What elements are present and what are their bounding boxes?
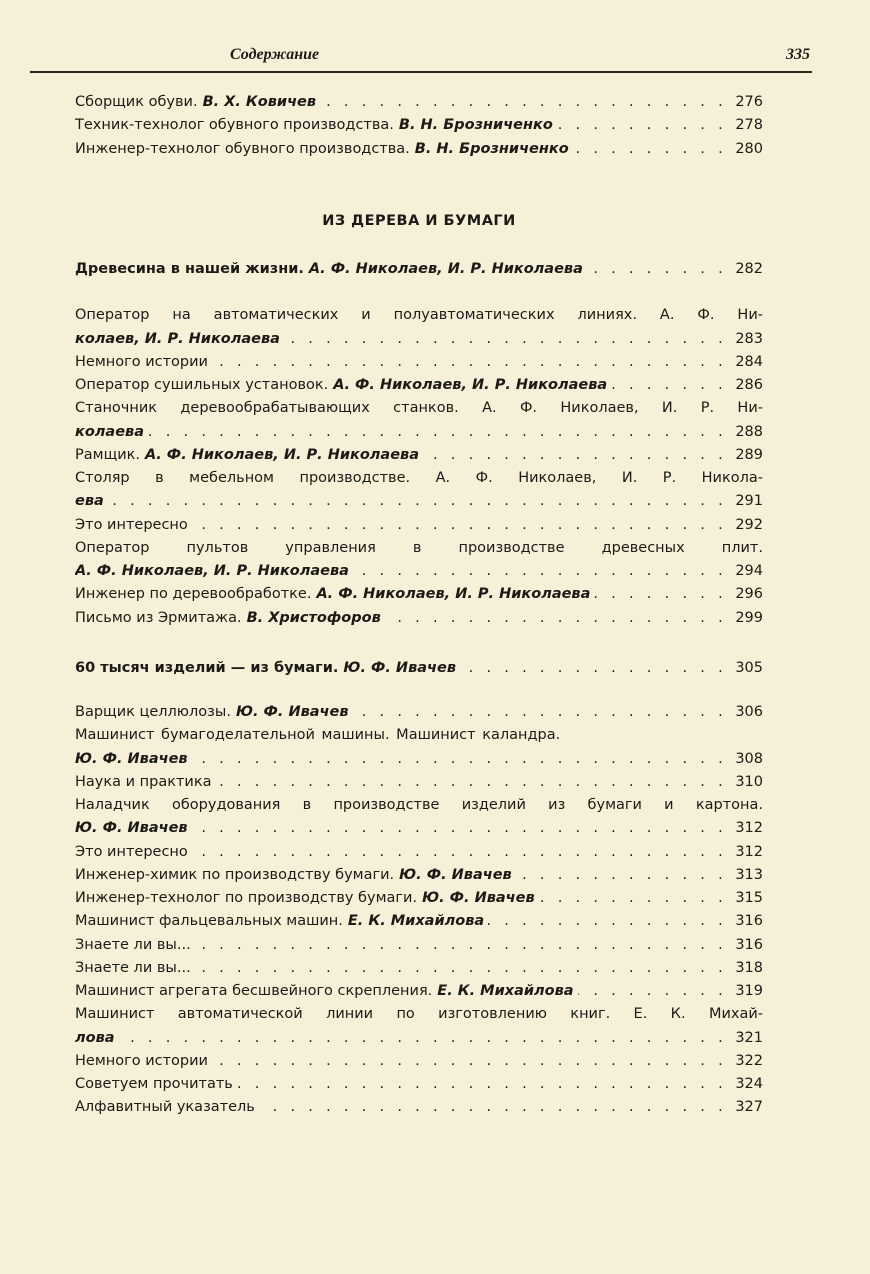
toc-entry[interactable] (75, 467, 763, 514)
entry-title-line: Машинист автоматической линии по изготовлению книг. Е. К. Михай- (75, 1006, 763, 1023)
entry-line (75, 607, 763, 630)
entry-title: Оператор сушильных установок. (75, 377, 329, 393)
entry-title: Алфавитный указатель (75, 1099, 255, 1116)
entry-page-number: 308 (735, 750, 763, 767)
dot-leader (237, 1073, 727, 1096)
entry-title: Инженер по деревообработке. (75, 586, 312, 603)
toc-entry[interactable] (75, 374, 763, 397)
entry-line (75, 980, 763, 1003)
dot-leader (557, 114, 727, 137)
entry-title: 60 тысяч изделий — из бумаги. (75, 659, 339, 676)
dot-leader (353, 701, 727, 724)
entry-author: Ю. Ф. Ивачев (235, 704, 349, 720)
entry-title-line: Столяр в мебельном производстве. А. Ф. Николаев, И. Р. Никола- (75, 470, 763, 486)
toc-entry[interactable] (75, 351, 763, 374)
dot-leader (259, 1096, 727, 1119)
entry-page-number: 291 (735, 493, 763, 510)
page-number: 335 (786, 46, 810, 63)
toc-entry[interactable] (75, 701, 763, 724)
dot-leader (594, 583, 727, 606)
dot-leader (148, 421, 727, 444)
toc-entry[interactable] (75, 444, 763, 467)
dot-leader (353, 560, 727, 583)
toc-section (75, 657, 763, 680)
entry-page-number: 321 (735, 1029, 763, 1046)
entry-line (75, 444, 763, 467)
toc-entry[interactable] (75, 1096, 763, 1119)
entry-title: Наука и практика (75, 773, 212, 790)
entry-author: колаева (75, 423, 145, 440)
dot-leader (320, 91, 727, 114)
entry-line (75, 258, 763, 281)
toc-entry[interactable] (75, 1073, 763, 1096)
toc-entry[interactable] (75, 397, 763, 444)
entry-page-number: 299 (735, 609, 763, 626)
entry-line (75, 1050, 763, 1073)
entry-title: Техник-технолог обувного производства. (75, 117, 394, 134)
entry-page-number: 312 (735, 843, 763, 860)
entry-line (75, 701, 763, 724)
entry-title: Это интересно (75, 843, 188, 860)
entry-author: колаев, И. Р. Николаева (75, 330, 280, 347)
entry-line (75, 817, 763, 840)
entry-line (75, 351, 763, 374)
entry-title: Машинист фальцевальных машин. (75, 913, 343, 930)
toc-entry[interactable] (75, 771, 763, 794)
dot-leader (488, 910, 727, 933)
entry-page-number: 316 (735, 936, 763, 953)
dot-leader (195, 934, 727, 957)
entry-title: Машинист агрегата бесшвейного скрепления. (75, 983, 433, 999)
entry-title: Немного истории (75, 1052, 208, 1069)
toc-entry[interactable] (75, 657, 763, 680)
entry-title: Варщик целлюлозы. (75, 704, 231, 720)
entry-page-number: 288 (735, 423, 763, 440)
entry-author: А. Ф. Николаев, И. Р. Николаева (75, 563, 349, 579)
toc-section (75, 258, 763, 281)
entry-title: Знаете ли вы... (75, 936, 191, 953)
entry-line (75, 138, 763, 161)
toc-entry[interactable] (75, 841, 763, 864)
entry-title: Немного истории (75, 353, 208, 370)
toc-entry[interactable] (75, 957, 763, 980)
entry-line (75, 841, 763, 864)
entry-line (75, 328, 763, 351)
entry-line (75, 560, 763, 583)
toc-entry[interactable] (75, 794, 763, 841)
dot-leader (573, 138, 727, 161)
entry-line (75, 583, 763, 606)
dot-leader (216, 771, 728, 794)
entry-page-number: 313 (735, 866, 763, 883)
entry-page-number: 276 (735, 94, 763, 110)
entry-title: Древесина в нашей жизни. (75, 261, 304, 277)
entry-author: Ю. Ф. Ивачев (399, 866, 512, 883)
entry-author: Е. К. Михайлова (437, 983, 574, 999)
entry-author: лова (75, 1029, 115, 1046)
entry-line (75, 1073, 763, 1096)
entry-title: Это интересно (75, 516, 188, 533)
entry-author: Ю. Ф. Ивачев (343, 659, 456, 676)
entry-page-number: 312 (735, 820, 763, 837)
dot-leader (578, 980, 727, 1003)
entry-line (75, 421, 763, 444)
entry-page-number: 319 (735, 983, 763, 999)
entry-line (75, 514, 763, 537)
toc-entry[interactable] (75, 583, 763, 606)
dot-leader (195, 957, 727, 980)
entry-author: Е. К. Михайлова (347, 913, 485, 930)
toc-section (75, 304, 763, 630)
toc-entry[interactable] (75, 138, 763, 161)
entry-page-number: 280 (735, 140, 763, 157)
toc-entry[interactable] (75, 1003, 763, 1050)
entry-page-number: 284 (735, 353, 763, 370)
toc-section (75, 701, 763, 1120)
entry-page-number: 306 (735, 704, 763, 720)
entry-line (75, 657, 763, 680)
running-header-title: Содержание (230, 46, 320, 63)
dot-leader (385, 607, 727, 630)
entry-title-line: Машинист бумагоделательной машины. Машинист каландра. (75, 727, 561, 744)
table-of-contents (75, 91, 763, 1120)
entry-line (75, 1027, 763, 1050)
entry-page-number: 292 (735, 516, 763, 533)
dot-leader (516, 864, 727, 887)
dot-leader (587, 258, 727, 281)
toc-entry[interactable] (75, 934, 763, 957)
dot-leader (539, 887, 727, 910)
entry-title-line: Наладчик оборудования в производстве изделий из бумаги и картона. (75, 797, 763, 813)
dot-leader (611, 374, 727, 397)
entry-author: Ю. Ф. Ивачев (75, 750, 188, 767)
entry-page-number: 310 (735, 773, 763, 790)
entry-title: Письмо из Эрмитажа. (75, 609, 242, 626)
dot-leader (423, 444, 727, 467)
entry-line (75, 957, 763, 980)
toc-entry[interactable] (75, 537, 763, 584)
entry-title: Рамщик. (75, 446, 141, 463)
entry-line (75, 490, 763, 513)
entry-title-line: Оператор пультов управления в производстве древесных плит. (75, 539, 763, 556)
entry-title-line: Станочник деревообрабатывающих станков. А. Ф. Николаев, И. Р. Ни- (75, 400, 763, 417)
entry-page-number: 286 (735, 377, 763, 393)
entry-page-number: 324 (735, 1076, 763, 1092)
toc-entry[interactable] (75, 607, 763, 630)
entry-page-number: 305 (735, 659, 763, 676)
entry-author: А. Ф. Николаев, И. Р. Николаева (316, 586, 591, 603)
entry-author: Ю. Ф. Ивачев (75, 820, 188, 837)
entry-title: Сборщик обуви. (75, 94, 198, 110)
entry-line (75, 864, 763, 887)
toc-entry[interactable] (75, 864, 763, 887)
entry-line (75, 887, 763, 910)
entry-author: А. Ф. Николаев, И. Р. Николаева (145, 446, 419, 463)
dot-leader (192, 841, 727, 864)
entry-line (75, 748, 763, 771)
entry-author: В. Н. Брозниченко (414, 140, 569, 157)
toc-entry[interactable] (75, 91, 763, 114)
dot-leader (284, 328, 727, 351)
entry-line (75, 934, 763, 957)
entry-title: Советуем прочитать (75, 1076, 233, 1092)
entry-line (75, 374, 763, 397)
entry-title-line: Оператор на автоматических и полуавтоматических линиях. А. Ф. Ни- (75, 307, 763, 324)
dot-leader (192, 514, 727, 537)
entry-title: Знаете ли вы... (75, 959, 191, 976)
entry-page-number: 283 (735, 330, 763, 347)
header-rule (30, 71, 812, 73)
entry-line (75, 91, 763, 114)
toc-entry[interactable] (75, 114, 763, 137)
entry-title: Инженер-технолог по производству бумаги. (75, 890, 418, 906)
toc-entry[interactable] (75, 724, 763, 771)
toc-section (75, 91, 763, 161)
dot-leader (192, 748, 727, 771)
entry-line (75, 1096, 763, 1119)
entry-author: В. Н. Брозниченко (398, 117, 553, 134)
entry-line (75, 114, 763, 137)
entry-title: Инженер-технолог обувного производства. (75, 140, 410, 157)
entry-page-number: 278 (735, 117, 763, 134)
entry-title: Инженер-химик по производству бумаги. (75, 866, 395, 883)
section-heading: ИЗ ДЕРЕВА И БУМАГИ (322, 212, 516, 229)
entry-page-number: 318 (735, 959, 763, 976)
entry-line (75, 910, 763, 933)
entry-page-number: 296 (735, 586, 763, 603)
entry-page-number: 289 (735, 446, 763, 463)
dot-leader (212, 351, 727, 374)
entry-author: Ю. Ф. Ивачев (422, 890, 535, 906)
toc-entry[interactable] (75, 304, 763, 351)
entry-author: В. Христофоров (246, 609, 381, 626)
toc-entry[interactable] (75, 887, 763, 910)
entry-author: ева (75, 493, 104, 510)
toc-entry[interactable] (75, 1050, 763, 1073)
entry-page-number: 316 (735, 913, 763, 930)
dot-leader (192, 817, 727, 840)
entry-page-number: 315 (735, 890, 763, 906)
entry-author: А. Ф. Николаев, И. Р. Николаева (333, 377, 608, 393)
toc-entry[interactable] (75, 910, 763, 933)
entry-page-number: 327 (735, 1099, 763, 1116)
entry-page-number: 322 (735, 1052, 763, 1069)
entry-author: А. Ф. Николаев, И. Р. Николаева (308, 261, 583, 277)
dot-leader (108, 490, 727, 513)
entry-page-number: 294 (735, 563, 763, 579)
toc-entry[interactable] (75, 258, 763, 281)
dot-leader (119, 1027, 727, 1050)
toc-entry[interactable] (75, 980, 763, 1003)
dot-leader (460, 657, 727, 680)
dot-leader (212, 1050, 727, 1073)
entry-line (75, 771, 763, 794)
entry-page-number: 282 (735, 261, 763, 277)
toc-entry[interactable] (75, 514, 763, 537)
entry-author: В. Х. Ковичев (202, 94, 317, 110)
